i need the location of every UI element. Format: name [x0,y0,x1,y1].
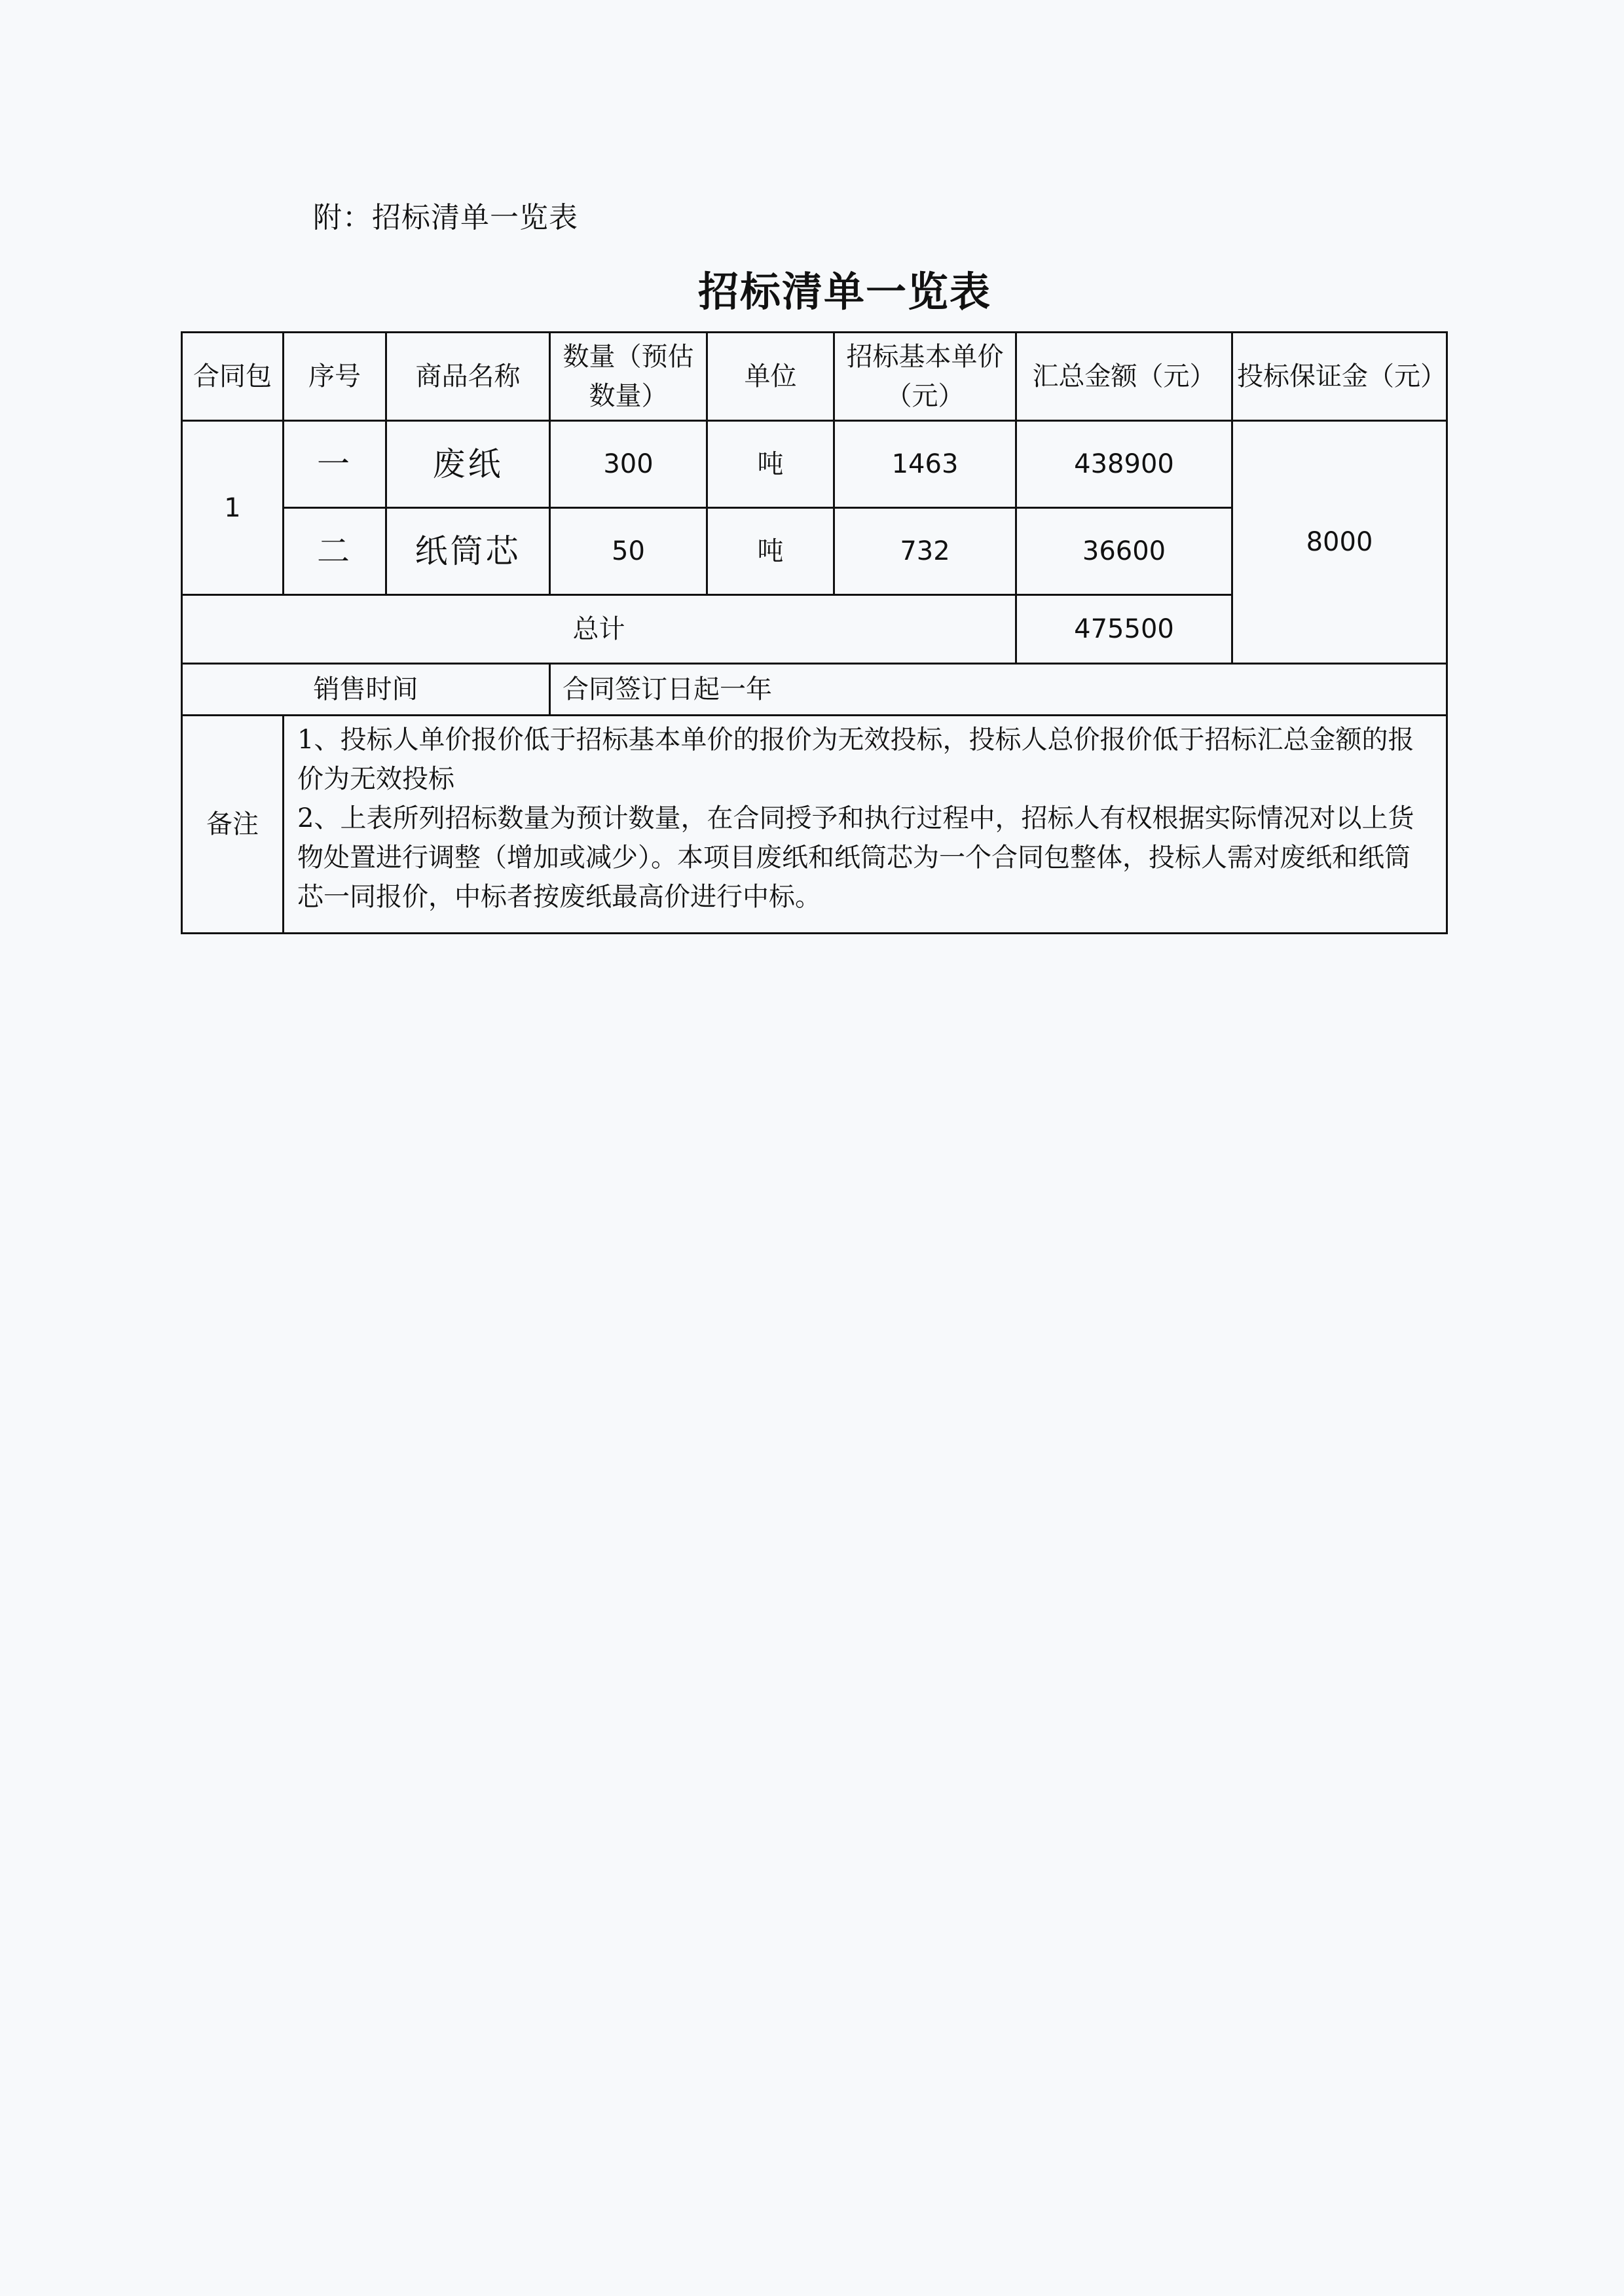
header-unit: 单位 [707,333,834,421]
attachment-label: 附：招标清单一览表 [313,201,578,234]
row-unit-price: 732 [834,508,1016,595]
row-qty: 300 [550,421,707,508]
remark-content [284,716,1447,934]
remark-row [182,716,1447,934]
remark-item: 2、上表所列招标数量为预计数量，在合同授予和执行过程中，招标人有权根据实际情况对以上货物处置进行调整（增加或减少）。本项目废纸和纸筒芯为一个合同包整体，投标人需对废纸和纸筒芯一同报价，中标者按废纸最高价进行中标。 [297,803,1414,912]
remark-label: 备注 [182,716,284,934]
header-package: 合同包 [182,333,284,421]
header-deposit: 投标保证金（元） [1232,333,1447,421]
package-number: 1 [182,421,284,595]
sale-time-label: 销售时间 [182,664,550,716]
header-total: 汇总金额（元） [1016,333,1232,421]
total-label: 总计 [182,595,1016,664]
row-unit: 吨 [707,421,834,508]
sale-time-value: 合同签订日起一年 [550,664,1447,716]
header-seq: 序号 [284,333,386,421]
row-seq: 一 [284,421,386,508]
bid-list-table [181,331,1448,934]
document-title: 招标清单一览表 [697,268,991,316]
row-total: 36600 [1016,508,1232,595]
header-name: 商品名称 [386,333,550,421]
row-seq: 二 [284,508,386,595]
table-header-row [182,333,1447,421]
table-row [182,421,1447,508]
row-qty: 50 [550,508,707,595]
deposit-value: 8000 [1232,421,1447,664]
sale-time-row [182,664,1447,716]
row-unit-price: 1463 [834,421,1016,508]
row-name: 纸筒芯 [386,508,550,595]
header-qty: 数量（预估数量） [550,333,707,421]
row-unit: 吨 [707,508,834,595]
row-name: 废纸 [386,421,550,508]
header-unit-price: 招标基本单价（元） [834,333,1016,421]
remark-item: 1、投标人单价报价低于招标基本单价的报价为无效投标，投标人总价报价低于招标汇总金额的报价为无效投标 [297,725,1414,794]
total-value: 475500 [1016,595,1232,664]
row-total: 438900 [1016,421,1232,508]
